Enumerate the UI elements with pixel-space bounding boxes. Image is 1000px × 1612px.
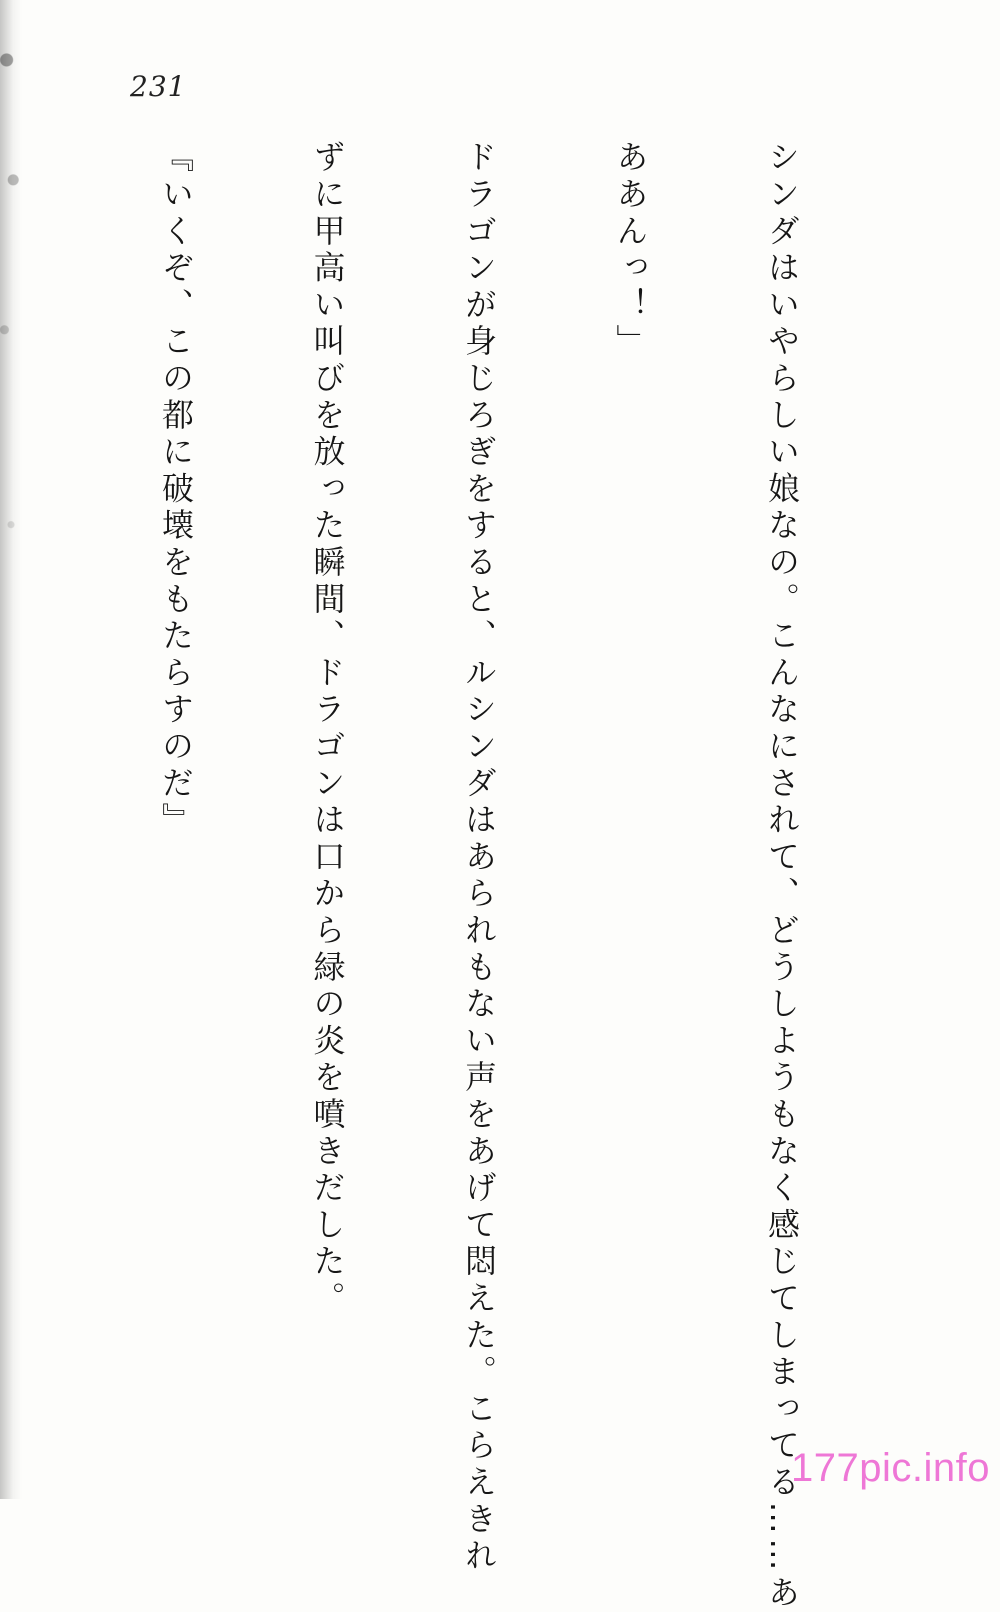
text-line: ドラゴンが身じろぎをすると、ルシンダはあられもない声をあげて悶えた。こらえきれ [460, 140, 498, 1576]
text-line: シンダはいやらしい娘なの。こんなにされて、どうしようもなく感じてしまってる……あ [763, 140, 801, 1612]
text-line: 『いくぞ、この都に破壊をもたらすのだ』 [157, 140, 195, 840]
blank-line [0, 140, 50, 1440]
text-line: ああんっ！」 [611, 140, 650, 361]
watermark: 177pic.info [791, 1446, 990, 1490]
page-number: 231 [130, 70, 187, 103]
text-line: ずに甲高い叫びを放った瞬間、ドラゴンは口から緑の炎を噴きだした。 [308, 140, 347, 1318]
